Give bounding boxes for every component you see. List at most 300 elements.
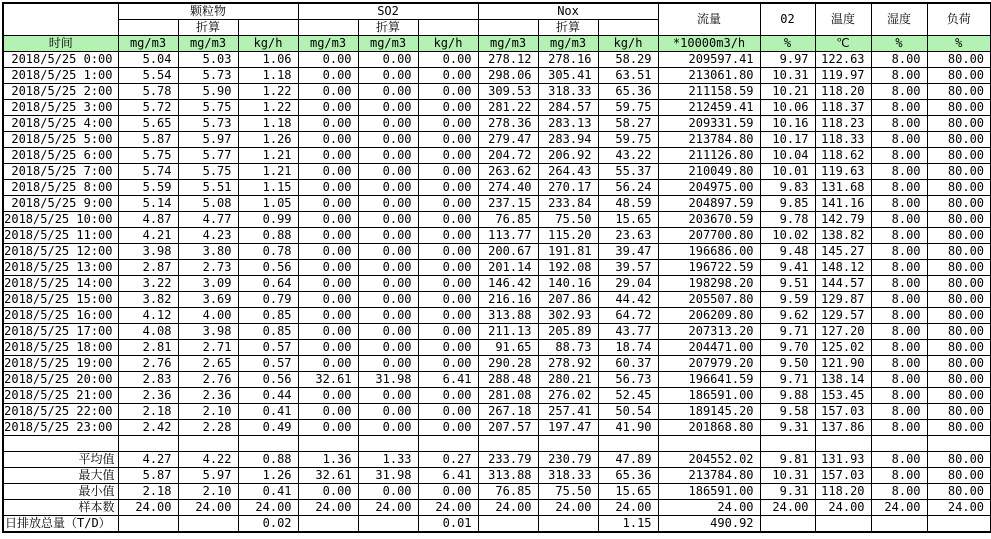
value-cell: 80.00 [927,228,991,244]
data-body [3,52,991,452]
summary-value-cell [178,516,238,533]
unit-cell: mg/m3 [478,36,538,52]
value-cell: 0.00 [298,356,358,372]
value-cell: 0.00 [298,100,358,116]
unit-cell-flow: *10000m3/h [658,36,760,52]
unit-cell: mg/m3 [178,36,238,52]
value-cell: 203670.59 [658,212,760,228]
value-cell: 211.13 [478,324,538,340]
value-cell: 80.00 [927,148,991,164]
value-cell: 122.63 [815,52,871,68]
value-cell: 8.00 [871,388,927,404]
value-cell: 80.00 [927,372,991,388]
time-cell: 2018/5/25 16:00 [3,308,118,324]
empty-cell [658,436,760,452]
time-cell: 2018/5/25 7:00 [3,164,118,180]
time-cell: 2018/5/25 18:00 [3,340,118,356]
value-cell: 212459.41 [658,100,760,116]
value-cell: 4.08 [118,324,178,340]
value-cell: 9.71 [760,324,815,340]
value-cell: 2.81 [118,340,178,356]
corner-cell [3,3,118,36]
value-cell: 1.22 [238,100,298,116]
value-cell: 18.74 [598,340,658,356]
summary-value-cell: 2.18 [118,484,178,500]
value-cell: 3.98 [118,244,178,260]
value-cell: 191.81 [538,244,598,260]
value-cell: 207313.20 [658,324,760,340]
value-cell: 56.73 [598,372,658,388]
value-cell: 0.64 [238,276,298,292]
value-cell: 0.00 [418,196,478,212]
value-cell: 8.00 [871,244,927,260]
value-cell: 0.00 [298,52,358,68]
value-cell: 8.00 [871,276,927,292]
value-cell: 0.00 [358,52,418,68]
value-cell: 0.00 [358,148,418,164]
value-cell: 204.72 [478,148,538,164]
value-cell: 80.00 [927,84,991,100]
value-cell: 0.00 [298,68,358,84]
summary-value-cell: 8.00 [871,484,927,500]
value-cell: 0.00 [298,404,358,420]
summary-row [3,500,991,516]
value-cell: 0.00 [418,68,478,84]
summary-value-cell: 5.87 [118,468,178,484]
value-cell: 10.17 [760,132,815,148]
value-cell: 0.88 [238,228,298,244]
summary-value-cell: 75.50 [538,484,598,500]
summary-value-cell [118,516,178,533]
summary-value-cell: 9.31 [760,484,815,500]
value-cell: 0.00 [298,340,358,356]
summary-value-cell: 15.65 [598,484,658,500]
value-cell: 200.67 [478,244,538,260]
summary-value-cell: 24.00 [238,500,298,516]
value-cell: 0.00 [418,356,478,372]
value-cell: 207.57 [478,420,538,436]
summary-value-cell [538,516,598,533]
value-cell: 0.00 [418,260,478,276]
summary-value-cell: 186591.00 [658,484,760,500]
value-cell: 0.00 [358,164,418,180]
header-group-row [3,3,991,20]
value-cell: 9.31 [760,420,815,436]
time-cell: 2018/5/25 23:00 [3,420,118,436]
value-cell: 9.62 [760,308,815,324]
time-cell: 2018/5/25 0:00 [3,52,118,68]
value-cell: 118.20 [815,84,871,100]
value-cell: 3.09 [178,276,238,292]
value-cell: 0.00 [418,100,478,116]
value-cell: 145.27 [815,244,871,260]
empty-header-cell [238,20,298,36]
value-cell: 0.00 [298,164,358,180]
value-cell: 10.04 [760,148,815,164]
table-row [3,68,991,84]
value-cell: 0.00 [358,404,418,420]
value-cell: 0.00 [358,196,418,212]
value-cell: 8.00 [871,100,927,116]
time-cell: 2018/5/25 5:00 [3,132,118,148]
value-cell: 0.00 [358,308,418,324]
time-cell: 2018/5/25 14:00 [3,276,118,292]
group-header-nox: Nox [478,3,658,20]
value-cell: 8.00 [871,308,927,324]
value-cell: 288.48 [478,372,538,388]
value-cell: 5.78 [118,84,178,100]
value-cell: 8.00 [871,420,927,436]
value-cell: 284.57 [538,100,598,116]
value-cell: 0.00 [418,244,478,260]
value-cell: 80.00 [927,212,991,228]
value-cell: 15.65 [598,212,658,228]
value-cell: 209331.59 [658,116,760,132]
unit-cell: kg/h [238,36,298,52]
col-header-flow: 流量 [658,3,760,36]
spacer-row [3,436,991,452]
summary-value-cell: 0.01 [418,516,478,533]
value-cell: 5.87 [118,132,178,148]
time-cell: 2018/5/25 17:00 [3,324,118,340]
summary-value-cell: 24.00 [178,500,238,516]
value-cell: 5.90 [178,84,238,100]
summary-value-cell: 65.36 [598,468,658,484]
value-cell: 0.57 [238,340,298,356]
summary-value-cell: 9.81 [760,452,815,468]
value-cell: 60.37 [598,356,658,372]
empty-cell [871,436,927,452]
subheader-converted-particulate: 折算 [178,20,238,36]
value-cell: 80.00 [927,100,991,116]
value-cell: 216.16 [478,292,538,308]
time-cell: 2018/5/25 20:00 [3,372,118,388]
summary-value-cell [298,516,358,533]
summary-value-cell: 6.41 [418,468,478,484]
value-cell: 276.02 [538,388,598,404]
value-cell: 31.98 [358,372,418,388]
empty-header-cell [478,20,538,36]
value-cell: 3.80 [178,244,238,260]
value-cell: 118.62 [815,148,871,164]
table-row [3,420,991,436]
value-cell: 80.00 [927,68,991,84]
summary-value-cell: 24.00 [598,500,658,516]
time-cell: 2018/5/25 2:00 [3,84,118,100]
value-cell: 213061.80 [658,68,760,84]
value-cell: 5.03 [178,52,238,68]
value-cell: 0.00 [418,404,478,420]
value-cell: 9.58 [760,404,815,420]
time-cell: 2018/5/25 9:00 [3,196,118,212]
unit-cell: kg/h [598,36,658,52]
value-cell: 0.00 [298,244,358,260]
summary-value-cell: 233.79 [478,452,538,468]
value-cell: 270.17 [538,180,598,196]
summary-value-cell: 490.92 [658,516,760,533]
value-cell: 50.54 [598,404,658,420]
value-cell: 10.01 [760,164,815,180]
value-cell: 6.41 [418,372,478,388]
value-cell: 263.62 [478,164,538,180]
empty-cell [418,436,478,452]
value-cell: 5.54 [118,68,178,84]
value-cell: 0.00 [418,228,478,244]
value-cell: 8.00 [871,324,927,340]
value-cell: 8.00 [871,148,927,164]
value-cell: 0.00 [298,324,358,340]
time-cell: 2018/5/25 1:00 [3,68,118,84]
value-cell: 0.00 [358,276,418,292]
summary-value-cell: 0.00 [358,484,418,500]
summary-value-cell: 1.15 [598,516,658,533]
empty-header-cell [118,20,178,36]
summary-value-cell: 24.00 [298,500,358,516]
value-cell: 0.00 [418,340,478,356]
summary-value-cell [815,516,871,533]
value-cell: 8.00 [871,292,927,308]
summary-value-cell: 4.27 [118,452,178,468]
value-cell: 0.85 [238,324,298,340]
time-cell: 2018/5/25 8:00 [3,180,118,196]
summary-value-cell [927,516,991,533]
value-cell: 211158.59 [658,84,760,100]
table-row [3,212,991,228]
summary-value-cell: 213784.80 [658,468,760,484]
value-cell: 0.00 [418,84,478,100]
summary-value-cell: 24.00 [538,500,598,516]
time-cell: 2018/5/25 4:00 [3,116,118,132]
value-cell: 0.00 [298,292,358,308]
value-cell: 280.21 [538,372,598,388]
value-cell: 52.45 [598,388,658,404]
summary-value-cell: 80.00 [927,484,991,500]
summary-value-cell [760,516,815,533]
value-cell: 0.78 [238,244,298,260]
table-row [3,372,991,388]
unit-cell: kg/h [418,36,478,52]
value-cell: 118.33 [815,132,871,148]
value-cell: 8.00 [871,372,927,388]
value-cell: 2.83 [118,372,178,388]
summary-label-cell: 样本数 [3,500,118,516]
value-cell: 186591.00 [658,388,760,404]
value-cell: 2.36 [178,388,238,404]
time-cell: 2018/5/25 21:00 [3,388,118,404]
value-cell: 80.00 [927,164,991,180]
value-cell: 0.00 [358,340,418,356]
value-cell: 80.00 [927,116,991,132]
value-cell: 2.76 [118,356,178,372]
value-cell: 278.92 [538,356,598,372]
value-cell: 4.23 [178,228,238,244]
value-cell: 0.00 [418,164,478,180]
value-cell: 237.15 [478,196,538,212]
value-cell: 0.79 [238,292,298,308]
value-cell: 0.56 [238,260,298,276]
summary-value-cell [871,516,927,533]
value-cell: 3.98 [178,324,238,340]
value-cell: 5.74 [118,164,178,180]
value-cell: 196641.59 [658,372,760,388]
empty-header-cell [298,20,358,36]
value-cell: 118.23 [815,116,871,132]
value-cell: 23.63 [598,228,658,244]
empty-header-cell [598,20,658,36]
value-cell: 205.89 [538,324,598,340]
value-cell: 0.00 [298,132,358,148]
summary-value-cell: 8.00 [871,468,927,484]
empty-cell [298,436,358,452]
value-cell: 279.47 [478,132,538,148]
unit-cell-o2: % [760,36,815,52]
value-cell: 302.93 [538,308,598,324]
value-cell: 9.41 [760,260,815,276]
value-cell: 43.77 [598,324,658,340]
value-cell: 59.75 [598,132,658,148]
summary-value-cell: 157.03 [815,468,871,484]
summary-value-cell: 76.85 [478,484,538,500]
value-cell: 0.00 [358,116,418,132]
summary-label-cell: 最大值 [3,468,118,484]
value-cell: 8.00 [871,404,927,420]
value-cell: 0.85 [238,308,298,324]
empty-cell [118,436,178,452]
value-cell: 274.40 [478,180,538,196]
summary-value-cell: 24.00 [418,500,478,516]
value-cell: 8.00 [871,164,927,180]
value-cell: 140.16 [538,276,598,292]
value-cell: 65.36 [598,84,658,100]
value-cell: 192.08 [538,260,598,276]
value-cell: 0.57 [238,356,298,372]
value-cell: 210049.80 [658,164,760,180]
value-cell: 9.78 [760,212,815,228]
value-cell: 4.12 [118,308,178,324]
value-cell: 80.00 [927,404,991,420]
value-cell: 8.00 [871,180,927,196]
value-cell: 0.00 [418,388,478,404]
value-cell: 121.90 [815,356,871,372]
value-cell: 201868.80 [658,420,760,436]
value-cell: 278.16 [538,52,598,68]
value-cell: 129.57 [815,308,871,324]
table-row [3,84,991,100]
value-cell: 0.00 [418,212,478,228]
table-row [3,276,991,292]
time-cell: 2018/5/25 11:00 [3,228,118,244]
value-cell: 63.51 [598,68,658,84]
value-cell: 201.14 [478,260,538,276]
value-cell: 138.14 [815,372,871,388]
value-cell: 5.04 [118,52,178,68]
value-cell: 0.00 [358,132,418,148]
value-cell: 58.27 [598,116,658,132]
summary-value-cell: 24.00 [815,500,871,516]
value-cell: 80.00 [927,292,991,308]
unit-cell: mg/m3 [358,36,418,52]
value-cell: 0.00 [358,388,418,404]
value-cell: 59.75 [598,100,658,116]
value-cell: 197.47 [538,420,598,436]
header-units-row [3,36,991,52]
value-cell: 80.00 [927,308,991,324]
summary-value-cell: 230.79 [538,452,598,468]
value-cell: 153.45 [815,388,871,404]
subheader-converted-so2: 折算 [358,20,418,36]
value-cell: 278.36 [478,116,538,132]
value-cell: 8.00 [871,196,927,212]
summary-value-cell: 1.26 [238,468,298,484]
value-cell: 4.77 [178,212,238,228]
value-cell: 267.18 [478,404,538,420]
value-cell: 10.02 [760,228,815,244]
value-cell: 1.26 [238,132,298,148]
table-row [3,180,991,196]
value-cell: 10.06 [760,100,815,116]
summary-value-cell: 1.36 [298,452,358,468]
summary-row [3,452,991,468]
value-cell: 281.22 [478,100,538,116]
table-row [3,308,991,324]
value-cell: 0.00 [358,100,418,116]
value-cell: 206.92 [538,148,598,164]
value-cell: 80.00 [927,420,991,436]
summary-label-cell: 平均值 [3,452,118,468]
group-header-particulate: 颗粒物 [118,3,298,20]
table-row [3,340,991,356]
table-row [3,228,991,244]
value-cell: 0.00 [298,228,358,244]
value-cell: 283.13 [538,116,598,132]
summary-value-cell: 24.00 [871,500,927,516]
value-cell: 0.00 [418,116,478,132]
value-cell: 5.75 [178,164,238,180]
table-row [3,388,991,404]
table-row [3,356,991,372]
empty-header-cell [418,20,478,36]
table-row [3,260,991,276]
value-cell: 144.57 [815,276,871,292]
value-cell: 3.22 [118,276,178,292]
value-cell: 5.73 [178,116,238,132]
value-cell: 137.86 [815,420,871,436]
value-cell: 0.00 [358,68,418,84]
value-cell: 309.53 [478,84,538,100]
value-cell: 4.00 [178,308,238,324]
value-cell: 10.16 [760,116,815,132]
value-cell: 80.00 [927,260,991,276]
value-cell: 76.85 [478,212,538,228]
value-cell: 4.21 [118,228,178,244]
value-cell: 8.00 [871,212,927,228]
summary-value-cell: 24.00 [927,500,991,516]
time-cell: 2018/5/25 15:00 [3,292,118,308]
value-cell: 0.49 [238,420,298,436]
value-cell: 0.00 [358,292,418,308]
summary-value-cell: 24.00 [478,500,538,516]
group-header-so2: SO2 [298,3,478,20]
value-cell: 0.00 [418,180,478,196]
summary-value-cell: 47.89 [598,452,658,468]
value-cell: 0.00 [418,276,478,292]
value-cell: 0.00 [418,292,478,308]
value-cell: 8.00 [871,356,927,372]
value-cell: 80.00 [927,132,991,148]
value-cell: 318.33 [538,84,598,100]
col-header-load: 负荷 [927,3,991,36]
summary-value-cell: 0.41 [238,484,298,500]
